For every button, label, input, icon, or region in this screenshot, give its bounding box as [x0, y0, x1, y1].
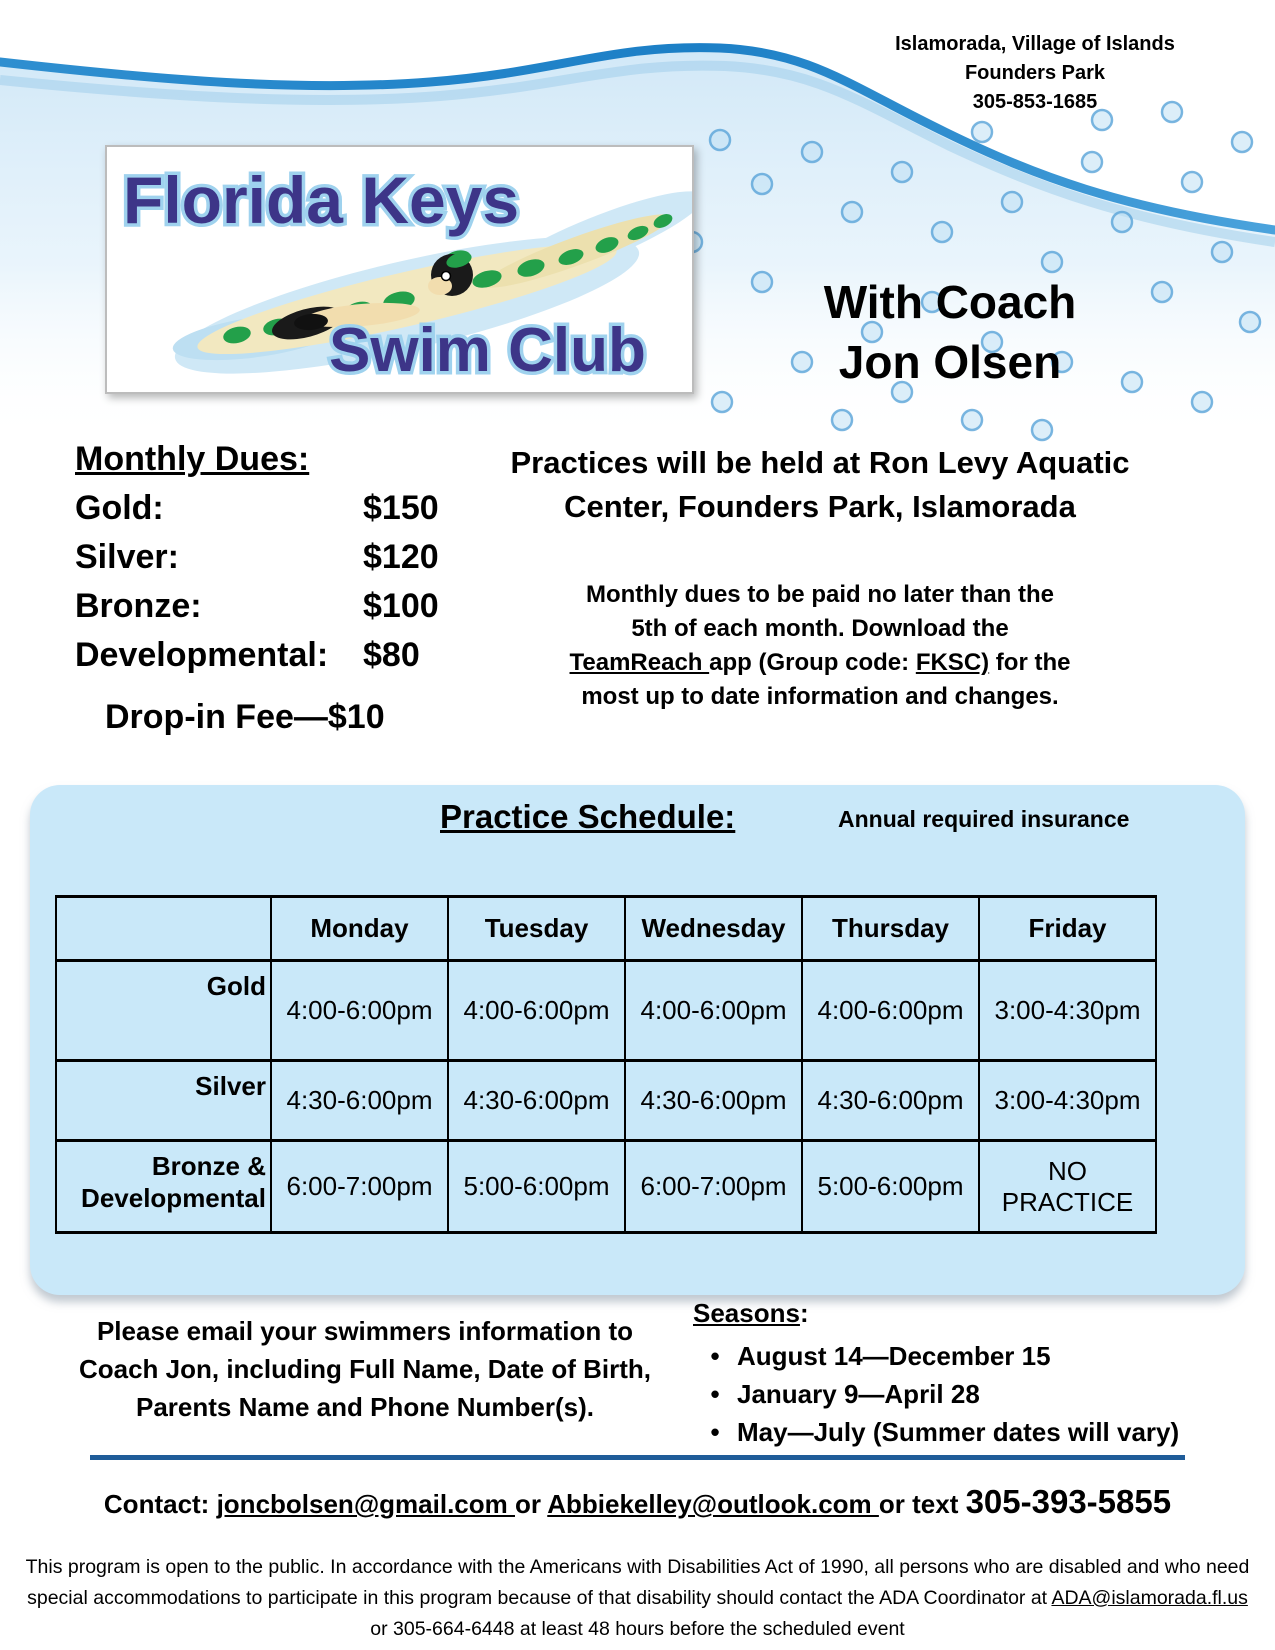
address-line-phone: 305-853-1685 [972, 91, 1098, 113]
practice-location [460, 441, 1180, 529]
schedule-cell: 4:30-6:00pm [802, 1061, 979, 1141]
note-line2: 5th of each month. Download the [631, 615, 1009, 642]
schedule-cell: 5:00-6:00pm [448, 1141, 625, 1233]
insurance-note: Annual required insurance [838, 806, 1130, 832]
schedule-cell: 3:00-4:30pm [979, 1061, 1156, 1141]
note-line4: most up to date information and changes. [581, 683, 1059, 710]
schedule-cell: 4:30-6:00pm [448, 1061, 625, 1141]
logo-text-line2: Swim Club [329, 316, 646, 385]
dues-label: Developmental: [75, 636, 329, 674]
practice-schedule-table [55, 895, 1157, 1234]
dues-row-bronze [75, 587, 455, 636]
corner-cell [56, 897, 271, 961]
swimmer-info-note [70, 1312, 660, 1426]
dues-price: $150 [363, 489, 439, 527]
schedule-cell: 4:00-6:00pm [802, 961, 979, 1061]
schedule-cell: 4:00-6:00pm [271, 961, 448, 1061]
season-item [693, 1375, 1213, 1413]
contact-or1: or [514, 1489, 548, 1519]
col-header-wednesday: Wednesday [625, 897, 802, 961]
contact-prefix: Contact: [103, 1489, 217, 1519]
schedule-title: Practice Schedule: [440, 798, 736, 835]
col-header-thursday: Thursday [802, 897, 979, 961]
dues-label: Gold: [75, 489, 164, 527]
col-header-friday: Friday [979, 897, 1156, 961]
row-label-bronze-developmental: Bronze & Developmental [56, 1141, 271, 1233]
coach-line2: Jon Olsen [838, 336, 1062, 388]
location-line2: Center, Founders Park, Islamorada [564, 489, 1076, 524]
bullet-icon: • [710, 1417, 720, 1447]
seasons-section [693, 1298, 1213, 1451]
dues-row-gold [75, 489, 455, 538]
season-item [693, 1413, 1213, 1451]
seasons-title-colon: : [799, 1298, 809, 1328]
dues-row-silver [75, 538, 455, 587]
disclaimer-line3: or 305-664-6448 at least 48 hours before the scheduled event [370, 1618, 905, 1640]
season-dates: May—July (Summer dates will vary) [737, 1417, 1180, 1447]
ada-email-link[interactable]: ADA@islamorada.fl.us [1051, 1587, 1248, 1609]
venue-address [835, 30, 1235, 117]
col-header-tuesday: Tuesday [448, 897, 625, 961]
dues-row-developmental [75, 636, 455, 685]
schedule-cell: 4:30-6:00pm [625, 1061, 802, 1141]
contact-or2: or text [878, 1489, 966, 1519]
address-line-city: Islamorada, Village of Islands [895, 33, 1175, 55]
email-note-line1: Please email your swimmers information to [96, 1316, 634, 1346]
dues-label: Silver: [75, 538, 179, 576]
teamreach-link[interactable]: TeamReach [569, 649, 710, 676]
col-header-monday: Monday [271, 897, 448, 961]
schedule-cell: 4:00-6:00pm [625, 961, 802, 1061]
logo-text-line1: Florida Keys [123, 163, 520, 237]
schedule-cell: 3:00-4:30pm [979, 961, 1156, 1061]
bullet-icon: • [710, 1379, 720, 1409]
contact-line [0, 1483, 1275, 1521]
coach-line1: With Coach [823, 276, 1077, 328]
schedule-cell: 4:30-6:00pm [271, 1061, 448, 1141]
schedule-cell: NO PRACTICE [979, 1141, 1156, 1233]
dues-price: $100 [363, 587, 439, 625]
email-note-line2: Coach Jon, including Full Name, Date of Birth, [78, 1354, 652, 1384]
dues-price: $80 [363, 636, 420, 674]
email-note-line3: Parents Name and Phone Number(s). [136, 1392, 594, 1422]
coach-heading [720, 272, 1180, 392]
drop-in-fee: Drop-in Fee—$10 [105, 698, 385, 736]
club-logo [105, 145, 694, 394]
dues-price: $120 [363, 538, 439, 576]
table-row [56, 1141, 1156, 1233]
monthly-dues-title: Monthly Dues: [75, 440, 310, 478]
seasons-title [693, 1298, 1213, 1329]
table-row [56, 1061, 1156, 1141]
disclaimer-line1: This program is open to the public. In accordance with the Americans with Disabilities Act of 1990, all persons who are disabled and who need [25, 1556, 1250, 1578]
dues-payment-note [540, 578, 1100, 714]
contact-phone: 305-393-5855 [965, 1483, 1172, 1520]
dues-label: Bronze: [75, 587, 202, 625]
contact-email2-link[interactable]: Abbiekelley@outlook.com [547, 1489, 879, 1519]
divider-line [90, 1455, 1185, 1460]
table-header-row [56, 897, 1156, 961]
schedule-cell: 4:00-6:00pm [448, 961, 625, 1061]
note-line3-mid: app (Group code: [709, 649, 916, 676]
seasons-title-text: Seasons [693, 1298, 800, 1328]
note-line1: Monthly dues to be paid no later than the [585, 581, 1054, 608]
bullet-icon: • [710, 1341, 720, 1371]
schedule-cell: 5:00-6:00pm [802, 1141, 979, 1233]
ada-disclaimer [20, 1552, 1255, 1645]
swimmer-illustration [107, 147, 692, 392]
note-line3-end: for the [989, 649, 1071, 676]
season-dates: January 9—April 28 [737, 1379, 980, 1409]
location-line1: Practices will be held at Ron Levy Aquatic [510, 445, 1130, 480]
disclaimer-line2 [20, 1583, 1255, 1614]
row-label-gold: Gold [56, 961, 271, 1061]
disclaimer-line2-text: special accommodations to participate in this program because of that disability should contact the ADA Coordinator at [27, 1587, 1052, 1609]
group-code: FKSC) [915, 649, 990, 676]
season-item [693, 1337, 1213, 1375]
table-row [56, 961, 1156, 1061]
address-line-park: Founders Park [964, 62, 1106, 84]
schedule-cell: 6:00-7:00pm [625, 1141, 802, 1233]
season-dates: August 14—December 15 [737, 1341, 1051, 1371]
row-label-silver: Silver [56, 1061, 271, 1141]
monthly-dues-section [75, 440, 455, 685]
contact-email1-link[interactable]: joncbolsen@gmail.com [216, 1489, 515, 1519]
note-line3 [540, 646, 1100, 680]
schedule-cell: 6:00-7:00pm [271, 1141, 448, 1233]
